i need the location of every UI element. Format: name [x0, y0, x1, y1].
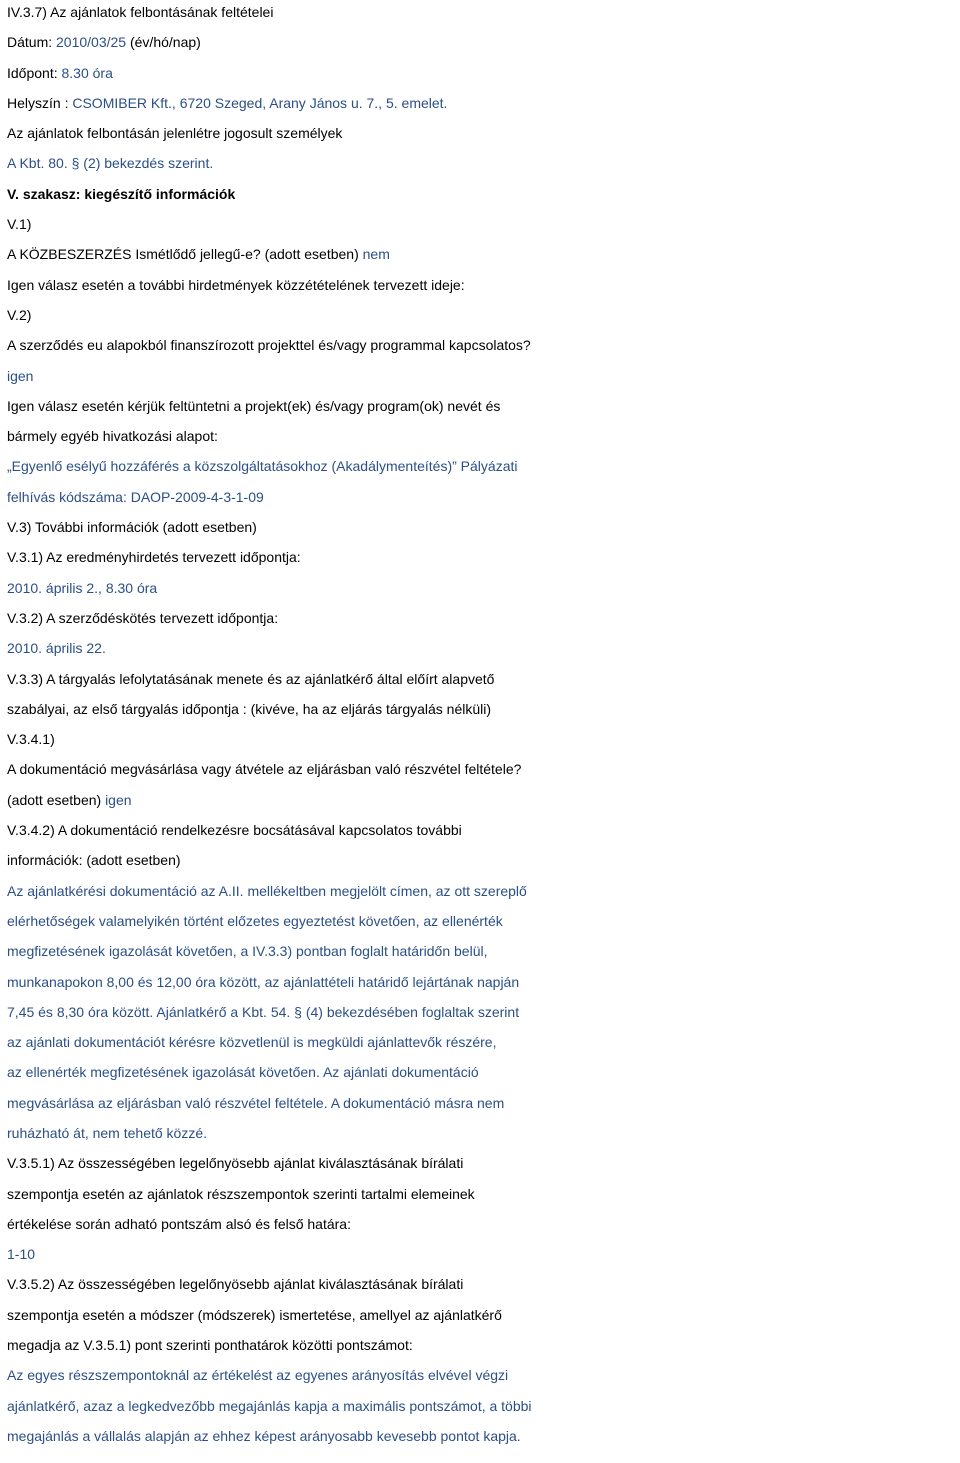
field-label: A KÖZBESZERZÉS Ismétlődő jellegű-e?	[7, 246, 265, 263]
field-value-line: 2010. április 2., 8.30 óra	[7, 579, 158, 596]
opening-date-line	[7, 27, 960, 57]
field-value-line: 1-10	[7, 1246, 36, 1263]
field-value-line: A Kbt. 80. § (2) bekezdés szerint.	[7, 155, 214, 172]
field-value-line: elérhetőségek valamelyikén történt előzetes egyeztetést követően, az ellenérték	[7, 912, 503, 929]
section-number: V.2)	[7, 306, 32, 323]
text-line: V.3.1) Az eredményhirdetés tervezett időpontja:	[7, 549, 301, 566]
text-line: Igen válasz esetén a további hirdetmények közzétételének tervezett ideje:	[7, 276, 465, 293]
field-value-line: megajánlás a vállalás alapján az ehhez képest arányosabb kevesebb pontot kapja.	[7, 1427, 521, 1444]
field-value-line: ruházható át, nem tehető közzé.	[7, 1124, 208, 1141]
text-line: értékelése során adható pontszám alsó és felső határa:	[7, 1215, 351, 1232]
text-line: szempontja esetén az ajánlatok részszempontok szerinti tartalmi elemeinek	[7, 1185, 475, 1202]
answer-line	[7, 785, 960, 815]
field-value: 2010/03/25	[56, 34, 127, 51]
field-value-line: az ajánlati dokumentációt kérésre közvetlenül is megküldi ajánlattevők részére,	[7, 1034, 497, 1051]
field-value-line: 2010. április 22.	[7, 640, 106, 657]
field-value: CSOMIBER Kft., 6720 Szeged, Arany János u. 7., 5. emelet.	[72, 94, 448, 111]
text-line: V.3.5.2) Az összességében legelőnyösebb ajánlat kiválasztásának bírálati	[7, 1276, 464, 1293]
text-line: bármely egyéb hivatkozási alapot:	[7, 428, 218, 445]
field-label: (adott esetben)	[7, 791, 106, 808]
section-heading-v: V. szakasz: kiegészítő információk	[7, 185, 236, 202]
field-value-line: ajánlatkérő, azaz a legkedvezőbb megajánlás kapja a maximális pontszámot, a többi	[7, 1397, 532, 1414]
field-value-line: munkanapokon 8,00 és 12,00 óra között, az ajánlattételi határidő lejártának napján	[7, 973, 520, 990]
field-value: nem	[358, 246, 390, 263]
section-heading-iv-3-7: IV.3.7) Az ajánlatok felbontásának feltételei	[7, 4, 274, 20]
field-value-line: 7,45 és 8,30 óra között. Ajánlatkérő a Kbt. 54. § (4) bekezdésében foglaltak szerint	[7, 1003, 520, 1020]
text-line: Igen válasz esetén kérjük feltüntetni a projekt(ek) és/vagy program(ok) nevét és	[7, 397, 501, 414]
section-heading: V.3) További információk (adott esetben)	[7, 519, 257, 536]
question-line	[7, 239, 960, 269]
field-value-line: megfizetésének igazolását követően, a IV.3.3) pontban foglalt határidőn belül,	[7, 943, 488, 960]
field-suffix: (év/hó/nap)	[126, 34, 201, 51]
text-line: V.3.2) A szerződéskötés tervezett időpontja:	[7, 609, 279, 626]
text-line: V.3.4.2) A dokumentáció rendelkezésre bocsátásával kapcsolatos további	[7, 822, 462, 839]
field-value-line: „Egyenlő esélyű hozzáférés a közszolgáltatásokhoz (Akadálymenteítés)” Pályázati	[7, 458, 518, 475]
text-line: V.3.5.1) Az összességében legelőnyösebb ajánlat kiválasztásának bírálati	[7, 1155, 464, 1172]
question-line: A dokumentáció megvásárlása vagy átvétele az eljárásban való részvétel feltétele?	[7, 761, 522, 778]
field-value-line: Az ajánlatkérési dokumentáció az A.II. mellékeltben megjelölt címen, az ott szereplő	[7, 882, 527, 899]
text-line: információk: (adott esetben)	[7, 852, 181, 869]
text-line: V.3.3) A tárgyalás lefolytatásának menete és az ajánlatkérő által előírt alapvető	[7, 670, 495, 687]
field-value-line: Az egyes részszempontoknál az értékelést az egyenes arányosítás elvével végzi	[7, 1367, 509, 1384]
field-label: Dátum:	[7, 34, 57, 51]
field-value: 8.30 óra	[61, 64, 113, 81]
question-line: A szerződés eu alapokból finanszírozott projekttel és/vagy programmal kapcsolatos?	[7, 337, 531, 354]
text-line: Az ajánlatok felbontásán jelenlétre jogosult személyek	[7, 125, 343, 142]
opening-location-line	[7, 88, 960, 118]
field-value-line: az ellenérték megfizetésének igazolását követően. Az ajánlati dokumentáció	[7, 1064, 479, 1081]
field-note: (adott esetben)	[264, 246, 359, 263]
field-label: Helyszín :	[7, 94, 73, 111]
text-line: szempontja esetén a módszer (módszerek) ismertetése, amellyel az ajánlatkérő	[7, 1306, 502, 1323]
text-line: szabályai, az első tárgyalás időpontja : (kivéve, ha az eljárás tárgyalás nélküli)	[7, 700, 492, 717]
field-label: Időpont:	[7, 64, 62, 81]
field-value-line: megvásárlása az eljárásban való részvétel feltétele. A dokumentáció másra nem	[7, 1094, 505, 1111]
field-value-line: igen	[7, 367, 34, 384]
text-line: megadja az V.3.5.1) pont szerinti ponthatárok közötti pontszámot:	[7, 1337, 413, 1354]
section-number: V.3.4.1)	[7, 731, 55, 748]
field-value-line: felhívás kódszáma: DAOP-2009-4-3-1-09	[7, 488, 264, 505]
section-number: V.1)	[7, 216, 32, 233]
field-value: igen	[105, 791, 132, 808]
opening-time-line	[7, 58, 960, 88]
